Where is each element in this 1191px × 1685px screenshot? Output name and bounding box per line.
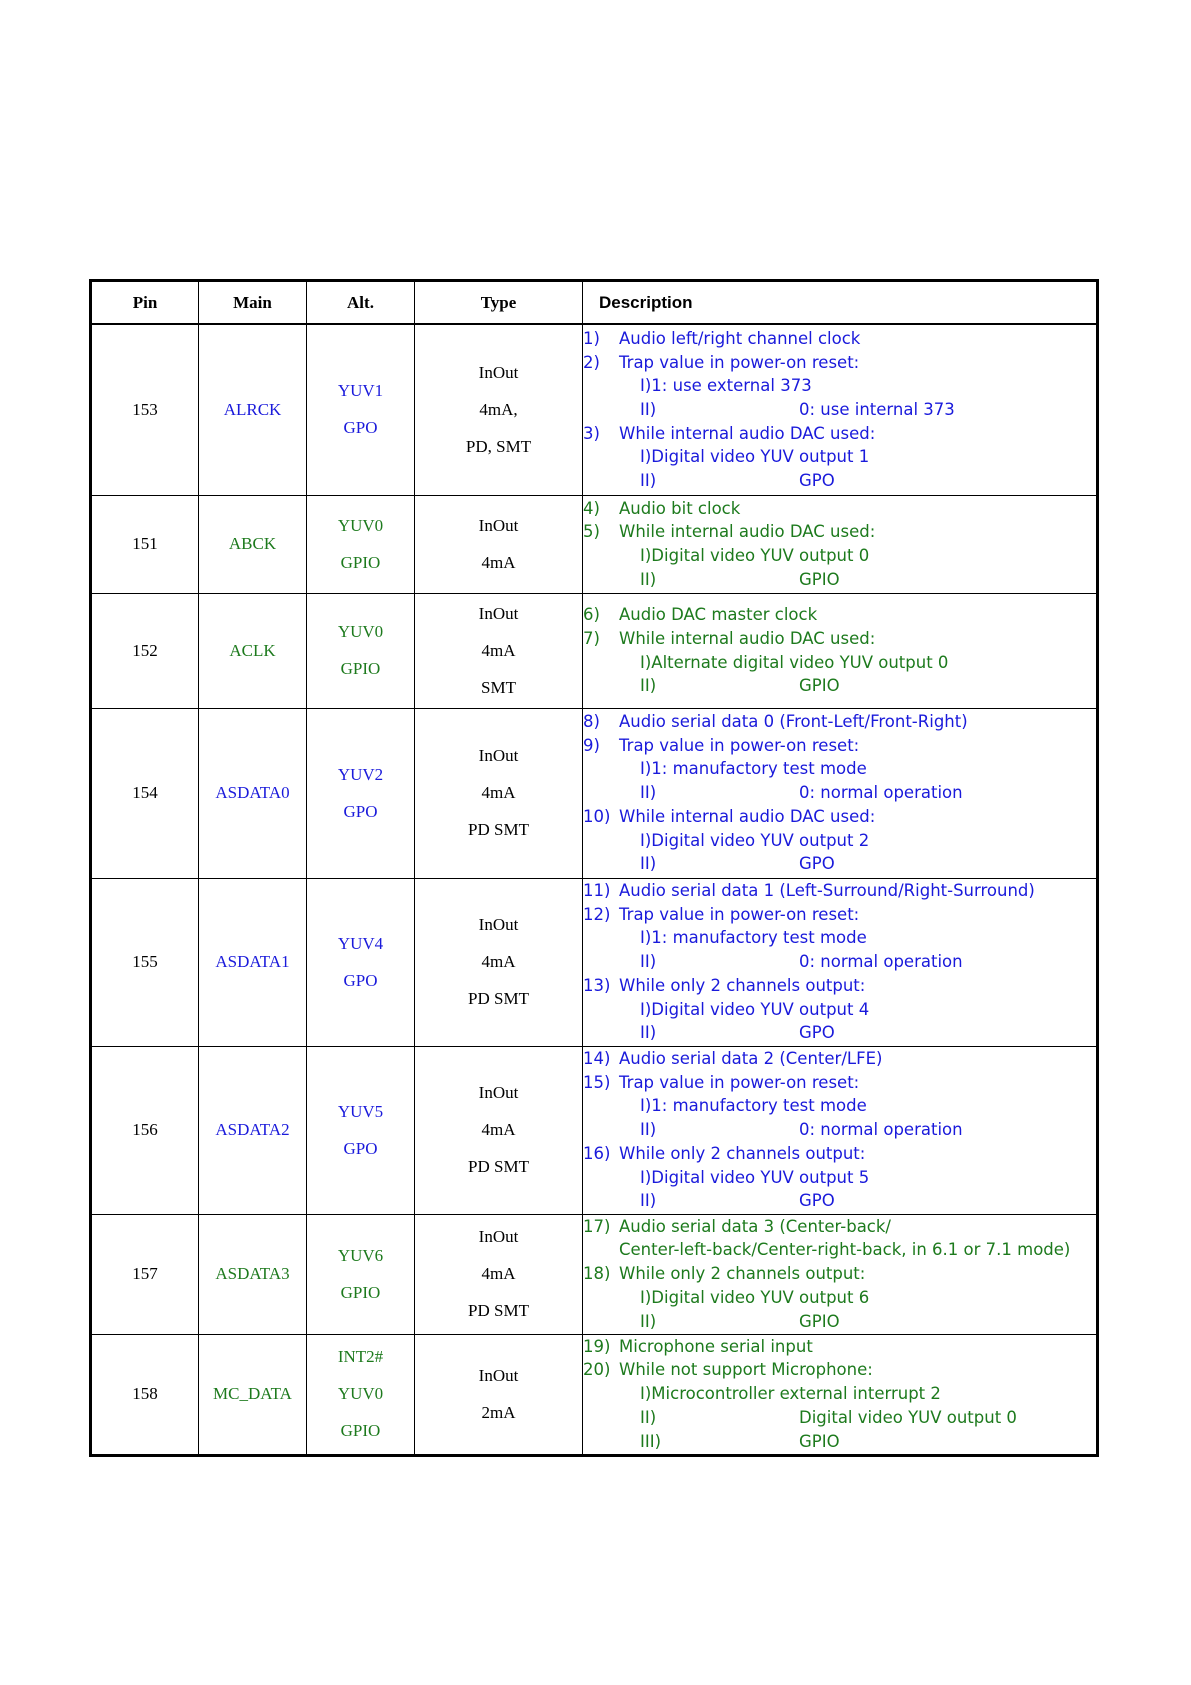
item-text: While internal audio DAC used: <box>619 628 876 648</box>
item-text: Audio serial data 2 (Center/LFE) <box>619 1049 883 1069</box>
pin-type: 4mA <box>481 1120 516 1139</box>
pin-type: 4mA, <box>479 399 518 419</box>
item-number: 1) <box>583 328 600 348</box>
item-text: While only 2 channels output: <box>619 1143 866 1163</box>
description-cell <box>583 495 1098 593</box>
item-text: While internal audio DAC used: <box>619 806 876 826</box>
alt-function-cell <box>307 593 415 708</box>
item-number: 14) <box>583 1049 611 1069</box>
sub-item-number: II) <box>640 952 657 972</box>
pin-number: 152 <box>91 593 199 708</box>
description-line <box>583 1094 1096 1118</box>
sub-item-value: GPO <box>799 1191 835 1211</box>
pin-number: 157 <box>91 1214 199 1334</box>
sub-item-value: 0: normal operation <box>799 952 963 972</box>
pin-type-cell <box>415 708 583 878</box>
sub-item-value: GPO <box>799 1023 835 1043</box>
item-text: Audio serial data 3 (Center-back/ <box>619 1216 891 1236</box>
table-header-row <box>91 281 1098 325</box>
alt-function: YUV1 <box>337 381 384 401</box>
sub-item-text: I)Digital video YUV output 0 <box>640 546 870 565</box>
description-cell <box>583 324 1098 495</box>
description-line <box>583 805 1096 829</box>
sub-item-text: I)Microcontroller external interrupt 2 <box>640 1384 941 1404</box>
pin-number: 158 <box>91 1334 199 1455</box>
alt-function-cell <box>307 708 415 878</box>
sub-item-value: GPO <box>799 854 835 874</box>
description-line <box>583 781 1096 805</box>
pin-type-cell <box>415 593 583 708</box>
pin-type: 4mA <box>481 783 516 802</box>
alt-function: GPIO <box>340 552 381 572</box>
alt-function: YUV0 <box>337 622 384 641</box>
item-number: 20) <box>583 1360 611 1380</box>
description-line <box>583 603 1096 627</box>
header-main: Main <box>199 281 307 325</box>
pin-type: InOut <box>478 746 519 765</box>
sub-item-number: II) <box>640 1191 657 1211</box>
item-text: Microphone serial input <box>619 1336 813 1356</box>
description-line <box>583 627 1096 651</box>
description-line <box>583 1286 1096 1310</box>
alt-function: GPIO <box>340 659 381 678</box>
sub-item-value: 0: use internal 373 <box>799 399 955 419</box>
description-line <box>583 852 1096 876</box>
sub-item-text: I)1: manufactory test mode <box>640 928 867 948</box>
description-line <box>583 1047 1096 1071</box>
main-function: ASDATA0 <box>199 708 307 878</box>
description-line <box>583 651 1096 675</box>
description-cell <box>583 1334 1098 1455</box>
pin-type: InOut <box>478 1083 519 1102</box>
description-line <box>583 1142 1096 1166</box>
header-description: Description <box>583 281 1098 325</box>
alt-function-cell <box>307 495 415 593</box>
sub-item-value: GPO <box>799 470 835 490</box>
table-row <box>91 1214 1098 1334</box>
description-line <box>583 879 1096 903</box>
sub-item-value: 0: normal operation <box>799 1120 963 1140</box>
description-line <box>583 398 1096 422</box>
sub-item-value: GPIO <box>799 569 840 589</box>
description-line <box>583 734 1096 758</box>
pin-type: InOut <box>478 603 519 623</box>
pin-type-cell <box>415 1046 583 1214</box>
item-number: 16) <box>583 1143 611 1163</box>
description-line <box>583 445 1096 469</box>
description-line <box>583 998 1096 1022</box>
sub-item-value: GPIO <box>799 1311 840 1331</box>
header-type: Type <box>415 281 583 325</box>
pin-type: 4mA <box>481 1264 516 1283</box>
description-line <box>583 1189 1096 1213</box>
description-line <box>583 1262 1096 1286</box>
alt-function: YUV5 <box>337 1101 384 1121</box>
sub-item-value: Digital video YUV output 0 <box>799 1407 1017 1427</box>
alt-function: YUV0 <box>337 1384 384 1403</box>
pin-type: InOut <box>478 362 519 382</box>
alt-function: YUV0 <box>337 515 384 535</box>
description-line <box>583 710 1096 734</box>
item-text: While only 2 channels output: <box>619 975 866 995</box>
sub-item-number: II) <box>640 1023 657 1043</box>
pin-table-container <box>89 279 1096 1457</box>
sub-item-number: II) <box>640 399 657 419</box>
pin-number: 151 <box>91 495 199 593</box>
description-cell <box>583 878 1098 1046</box>
item-number: 19) <box>583 1336 611 1356</box>
pin-number: 153 <box>91 324 199 495</box>
sub-item-text: I)Digital video YUV output 6 <box>640 1287 870 1307</box>
description-line <box>583 568 1096 592</box>
pin-type: InOut <box>478 1365 519 1385</box>
sub-item-value: GPIO <box>799 676 840 696</box>
alt-function: GPO <box>343 970 378 990</box>
alt-function: GPIO <box>340 1282 381 1302</box>
description-cell <box>583 708 1098 878</box>
table-row <box>91 878 1098 1046</box>
table-body <box>91 324 1098 1455</box>
sub-item-text: I)1: manufactory test mode <box>640 759 867 779</box>
pin-type: 4mA <box>481 952 516 971</box>
pin-type: InOut <box>478 1227 519 1246</box>
description-line <box>583 950 1096 974</box>
item-number: 8) <box>583 712 600 732</box>
main-function: MC_DATA <box>199 1334 307 1455</box>
alt-function-cell <box>307 1046 415 1214</box>
pin-type: 4mA <box>481 640 516 660</box>
description-line <box>583 674 1096 698</box>
table-row <box>91 324 1098 495</box>
alt-function: YUV2 <box>337 764 384 784</box>
item-number: 15) <box>583 1072 611 1092</box>
sub-item-value: GPIO <box>799 1431 840 1451</box>
main-function: ABCK <box>199 495 307 593</box>
alt-function: GPO <box>343 418 378 438</box>
pin-type-cell <box>415 1334 583 1455</box>
pin-type: InOut <box>478 515 519 535</box>
table-row <box>91 1334 1098 1455</box>
description-cell <box>583 1214 1098 1334</box>
pin-number: 155 <box>91 878 199 1046</box>
item-text: While only 2 channels output: <box>619 1264 866 1284</box>
sub-item-number: II) <box>640 1120 657 1140</box>
description-line <box>583 829 1096 853</box>
item-text: While internal audio DAC used: <box>619 423 876 443</box>
header-pin: Pin <box>91 281 199 325</box>
sub-item-number: II) <box>640 676 657 696</box>
description-cell <box>583 1046 1098 1214</box>
item-text: While not support Microphone: <box>619 1360 873 1380</box>
description-line <box>583 1406 1096 1430</box>
alt-function-cell <box>307 1214 415 1334</box>
description-line <box>583 1335 1096 1359</box>
sub-item-text: I)Digital video YUV output 1 <box>640 447 870 467</box>
item-text: Trap value in power-on reset: <box>619 352 860 372</box>
description-line <box>583 351 1096 375</box>
description-line <box>583 903 1096 927</box>
item-text: Audio bit clock <box>619 498 741 518</box>
description-line <box>583 497 1096 521</box>
description-line <box>583 544 1096 568</box>
item-number: 12) <box>583 904 611 924</box>
pin-type: PD SMT <box>468 820 529 839</box>
table-row <box>91 708 1098 878</box>
alt-function: YUV4 <box>337 933 384 953</box>
description-line <box>583 974 1096 998</box>
sub-item-number: II) <box>640 1407 657 1427</box>
item-number: 4) <box>583 498 600 518</box>
alt-function: GPIO <box>340 1421 381 1440</box>
item-number: 17) <box>583 1216 611 1236</box>
sub-item-text: I)Digital video YUV output 2 <box>640 830 870 850</box>
alt-function: INT2# <box>337 1347 384 1366</box>
table-row <box>91 1046 1098 1214</box>
sub-item-text: I)Alternate digital video YUV output 0 <box>640 652 949 672</box>
sub-item-number: II) <box>640 854 657 874</box>
alt-function: GPO <box>343 801 378 821</box>
pin-type-cell <box>415 1214 583 1334</box>
description-line <box>583 757 1096 781</box>
sub-item-value: 0: normal operation <box>799 783 963 803</box>
item-text: Audio serial data 1 (Left-Surround/Right-Surround) <box>619 881 1035 901</box>
description-line <box>583 1238 1096 1262</box>
alt-function-cell <box>307 878 415 1046</box>
item-text: Trap value in power-on reset: <box>619 1072 860 1092</box>
pin-number: 154 <box>91 708 199 878</box>
alt-function: GPO <box>343 1138 378 1158</box>
sub-item-text: I)Digital video YUV output 5 <box>640 1167 870 1187</box>
pin-type: PD SMT <box>468 989 529 1008</box>
item-text: Audio serial data 0 (Front-Left/Front-Right) <box>619 712 968 732</box>
item-number: 9) <box>583 735 600 755</box>
description-line <box>583 1430 1096 1454</box>
main-function: ASDATA1 <box>199 878 307 1046</box>
description-line <box>583 1382 1096 1406</box>
description-line <box>583 1071 1096 1095</box>
description-line <box>583 520 1096 544</box>
description-line <box>583 1310 1096 1334</box>
description-line <box>583 327 1096 351</box>
pin-type: 2mA <box>481 1402 516 1422</box>
sub-item-text: I)1: use external 373 <box>640 376 812 396</box>
description-line <box>583 1358 1096 1382</box>
sub-item-number: II) <box>640 569 657 589</box>
sub-item-text: I)1: manufactory test mode <box>640 1096 867 1116</box>
pin-type: SMT <box>481 677 516 697</box>
main-function: ACLK <box>199 593 307 708</box>
table-row <box>91 495 1098 593</box>
item-number: 2) <box>583 352 600 372</box>
description-line <box>583 422 1096 446</box>
item-number: 13) <box>583 975 611 995</box>
item-number: 5) <box>583 522 600 542</box>
main-function: ASDATA3 <box>199 1214 307 1334</box>
table-row <box>91 593 1098 708</box>
sub-item-number: II) <box>640 470 657 490</box>
header-alt: Alt. <box>307 281 415 325</box>
sub-item-number: II) <box>640 783 657 803</box>
item-number: 6) <box>583 605 600 625</box>
pin-type: 4mA <box>481 552 516 572</box>
item-text: Trap value in power-on reset: <box>619 904 860 924</box>
pin-type: PD SMT <box>468 1301 529 1320</box>
item-number: 3) <box>583 423 600 443</box>
description-line <box>583 1118 1096 1142</box>
description-line <box>583 1215 1096 1239</box>
item-text: Audio left/right channel clock <box>619 328 861 348</box>
alt-function: YUV6 <box>337 1245 384 1265</box>
pin-number: 156 <box>91 1046 199 1214</box>
description-line <box>583 926 1096 950</box>
description-line <box>583 1166 1096 1190</box>
sub-item-number: III) <box>640 1431 662 1451</box>
description-line <box>583 1021 1096 1045</box>
item-text-continued: Center-left-back/Center-right-back, in 6.1 or 7.1 mode) <box>619 1240 1071 1260</box>
pin-type: InOut <box>478 915 519 934</box>
item-number: 18) <box>583 1264 611 1284</box>
description-line <box>583 374 1096 398</box>
pin-type-cell <box>415 878 583 1046</box>
main-function: ALRCK <box>199 324 307 495</box>
pin-type-cell <box>415 324 583 495</box>
item-number: 7) <box>583 628 600 648</box>
item-text: While internal audio DAC used: <box>619 522 876 542</box>
item-text: Trap value in power-on reset: <box>619 735 860 755</box>
main-function: ASDATA2 <box>199 1046 307 1214</box>
pin-type-cell <box>415 495 583 593</box>
sub-item-text: I)Digital video YUV output 4 <box>640 999 870 1019</box>
item-number: 11) <box>583 881 611 901</box>
alt-function-cell <box>307 324 415 495</box>
item-text: Audio DAC master clock <box>619 605 818 625</box>
sub-item-number: II) <box>640 1311 657 1331</box>
pin-table <box>89 279 1099 1457</box>
alt-function-cell <box>307 1334 415 1455</box>
pin-type: PD, SMT <box>465 436 532 456</box>
description-line <box>583 469 1096 493</box>
pin-type: PD SMT <box>468 1157 529 1176</box>
item-number: 10) <box>583 806 611 826</box>
description-cell <box>583 593 1098 708</box>
